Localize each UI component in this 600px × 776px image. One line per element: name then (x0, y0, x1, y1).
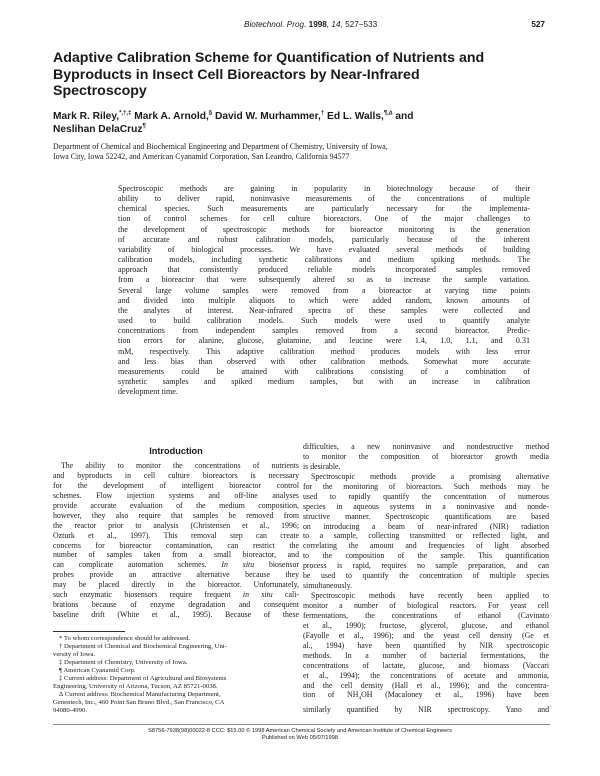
abstract-line: tion of control schemes for cell culture bioreactors. One of the major challenges to (118, 214, 530, 224)
author-marks: † (320, 110, 325, 117)
bottom-rule (53, 724, 550, 725)
author-marks: ¶ (142, 123, 146, 130)
journal-pages: 527−533 (345, 20, 378, 29)
body-text: tion of NH (303, 690, 359, 700)
body-line: provide accurate evaluation of the medium composition, (53, 500, 299, 510)
author-marks: § (208, 110, 213, 117)
body-line: used to rapidly quantify the concentration of numerous (303, 491, 549, 501)
author-name: Ed L. Walls, (327, 111, 384, 122)
body-line: correlating the amount and frequencies of light absorbed (303, 541, 549, 551)
italic-term: In situ (221, 560, 255, 570)
footnote: 94080-4990. (53, 707, 87, 714)
body-line: probes provide an attractive alternative because they (53, 570, 299, 580)
body-line: for the monitoring of bioreactors. Such methods may be (303, 481, 549, 491)
abstract-line: synthetic samples and spiked medium samples, but with an increase in calibration (118, 376, 530, 386)
title-line: Byproducts in Insect Cell Bioreactors by Near-Infrared (53, 66, 420, 83)
author-name: Mark R. Riley, (53, 111, 120, 122)
footnote: Genentech, Inc., 460 Point San Bruno Blvd., San Francisco, CA (53, 699, 225, 706)
running-head (0, 20, 600, 34)
body-line: methods. In a number of bacterial fermentations, the (303, 650, 549, 660)
author-name: David W. Murhammer, (214, 111, 321, 122)
abstract-line: of accurate and robust calibration models, particularly because of the inherent (118, 234, 530, 244)
body-line: et al., 1994); the concentrations of acetate and ammonia, (303, 670, 549, 680)
introduction-heading: Introduction (149, 446, 203, 456)
journal-citation: Biotechnol. Prog. 1998, 14, 527−533 (244, 20, 378, 29)
body-line (53, 590, 299, 600)
body-line: monitor a number of biological reactors. For yeast cell (303, 601, 549, 610)
body-line: concerns for bioreactor contamination, can restrict the (53, 540, 299, 550)
body-text: such enzymatic biosensors require frequent (53, 590, 231, 600)
footnote: Engineering, University of Arizona, Tucson, AZ 85721-0038. (53, 683, 218, 690)
journal-name: Biotechnol. Prog. (244, 20, 307, 29)
abstract-line: Spectroscopic methods are gaining in popularity in biotechnology because of their (118, 184, 530, 193)
title-line: Adaptive Calibration Scheme for Quantification of Nutrients and (53, 50, 485, 66)
body-line: be used to quantify the concentration of multiple species (303, 571, 549, 581)
footnote-rule (53, 631, 125, 632)
body-line: similarly quantified by NIR spectroscopy. Yano and (303, 704, 549, 714)
footnote: ‡ Department of Chemistry, University of Iowa. (59, 659, 188, 666)
author-line (53, 124, 548, 137)
author-name: Mark A. Arnold, (134, 111, 209, 122)
body-line: number of samples taken from a small bioreactor, and (53, 550, 299, 560)
abstract-line: the development of spectroscopic methods for bioreactor monitoring is the generation (118, 224, 530, 234)
abstract-line: development time. (118, 387, 178, 397)
body-line (53, 560, 299, 570)
affiliation-line: Department of Chemical and Biochemical Engineering and Department of Chemistry, University of Iowa, (53, 142, 388, 151)
body-line: simultaneously. (303, 581, 352, 591)
body-line: The ability to monitor the concentrations of nutrients (61, 461, 299, 470)
abstract-line: and divided into multiple aliquots to which were added random, known amounts of (118, 295, 530, 305)
body-line: on introducing a beam of near-infrared (NIR) radiation (303, 521, 549, 531)
body-line: (Fayolle et al., 1996); and the yeast cell density (Ge et (303, 630, 549, 640)
body-line: the reactor prior to analysis (Christensen et al., 1996; (53, 520, 299, 530)
author-name: Neslihan DelaCruz (53, 123, 143, 135)
affiliation-line: Iowa City, Iowa 52242, and American Cyanamid Corporation, San Leandro, California 94577 (53, 152, 350, 162)
body-line (303, 690, 549, 705)
body-line: structive manner. Spectroscopic quantifications are based (303, 511, 549, 521)
abstract-line: and less bias than observed with other calibration methods. Somewhat more accurate (118, 356, 530, 366)
footnote: ∆ Current address: Biochemical Manufacturing Department, (59, 691, 221, 698)
abstract (118, 184, 530, 397)
body-line: Spectroscopic methods provide a promising alternative (311, 471, 549, 481)
body-text: cali- (272, 590, 299, 600)
affiliation (53, 142, 553, 163)
body-text: OH (Macaloney et al., 1996) have been (361, 690, 549, 700)
body-line: al., 1994) have been quantified by NIR spectroscopic (303, 640, 549, 650)
footnote: ‡ Current address: Department of Agricultural and Biosystems (59, 675, 227, 682)
body-line: and byproducts in cell culture bioreactors is necessary (53, 470, 299, 480)
body-line: is desirable. (303, 461, 341, 471)
footnote: † Department of Chemical and Biochemical Engineering, Uni- (59, 643, 227, 650)
body-line: to the composition of the sample. This quantification (303, 551, 549, 561)
body-line: species in aqueous systems in a noninvasive and nonde- (303, 501, 549, 511)
page-number: 527 (531, 20, 545, 29)
abstract-line: used to build calibration models. Such models were used to quantify analyte (118, 316, 530, 326)
italic-term: in situ (242, 590, 273, 600)
abstract-line: chemical species. Such measurements are particularly necessary for the implementa- (118, 204, 530, 214)
body-line: Spectroscopic methods have recently been applied to (311, 591, 549, 601)
body-line: and the cell density (Hall et al., 1996); and the concentra- (303, 680, 549, 690)
abstract-line: mM, respectively. This adaptive calibration method produces models with less error (118, 346, 530, 356)
right-column (303, 442, 549, 715)
left-column (53, 461, 299, 620)
body-line: brations because of enzyme degradation and consequent (53, 600, 299, 610)
body-line: for the development of intelligent bioreactor control (53, 480, 299, 490)
abstract-line: approach that consistently produced reliable models incorporated samples removed (118, 265, 530, 275)
publisher-line: Published on Web 05/07/1998 (261, 735, 339, 742)
abstract-line: concentrations from independent samples removed from a second bioreactor. Predic- (118, 326, 530, 336)
footnote: ¶ American Cyanamid Corp. (59, 667, 136, 674)
publisher-line: S8756-7938(98)00022-8 CCC: $15.00 © 1998 American Chemical Society and American Institute of Chemical Engineers (148, 728, 452, 734)
body-text: can complicate automation schemes. (53, 560, 207, 570)
author-line (53, 111, 548, 124)
body-line: to monitor the composition of bioreactor growth media (303, 451, 549, 461)
abstract-line: calibration models, including synthetic calibrations and medium spiking methods. The (118, 255, 530, 265)
body-line: baseline drift (White et al., 1995). Because of these (53, 610, 299, 620)
abstract-line: measurements could be attained with calibrations consisting of a combination of (118, 366, 530, 376)
abstract-line: from a bioreactor that were subsequently altered so as to increase the sample variation. (118, 275, 530, 285)
body-line: to a sample, collecting transmitted or reflected light, and (303, 531, 549, 541)
abstract-line: the analytes of interest. Near-infrared spectra of these samples were collected and (118, 305, 530, 315)
abstract-line: tion errors for alanine, glucose, glutamine, and leucine were 1.4, 1.0, 1.1, and 0.31 (118, 336, 530, 346)
subscript: 4 (358, 696, 362, 702)
body-line: et al., 1990); fructose, glycerol, glucose, and ethanol (303, 620, 549, 630)
author-list (53, 111, 548, 136)
abstract-line: ability to deliver rapid, noninvasive measurements of the concentrations of multiple (118, 194, 530, 204)
title-line: Spectroscopy (53, 83, 147, 100)
body-line: fermentations, the concentrations of ethanol (Cavinato (303, 610, 549, 620)
author-marks: *,†,‡ (119, 110, 132, 117)
journal-volume: 14 (331, 20, 341, 29)
body-line: difficulties, a new noninvasive and nondestructive method (303, 442, 549, 451)
journal-year: 1998 (308, 20, 327, 29)
abstract-line: Several large volume samples were removed from a bioreactor at varying time points (118, 285, 530, 295)
body-line: concentrations of lactate, glucose, and biomass (Vaccari (303, 660, 549, 670)
footnote: versity of Iowa. (53, 651, 96, 658)
abstract-line: variability of biological processes. We have evaluated several methods of building (118, 244, 530, 254)
article-title (53, 50, 548, 100)
body-line: may be placed directly in the bioreactor. Unfortunately, (53, 580, 299, 590)
body-line: schemes. Flow injection systems and off-line analyses (53, 490, 299, 500)
body-line: process is rapid, requires no sample preparation, and can (303, 561, 549, 571)
author-marks: ¶,∆ (383, 110, 393, 117)
body-text: biosensor (254, 560, 300, 570)
footnotes (53, 631, 299, 715)
body-line: however, they also require that samples be removed from (53, 510, 299, 520)
footnote: * To whom correspondence should be addressed. (59, 635, 191, 642)
body-line: Ozturk et al., 1997). This removal step can create (53, 530, 299, 540)
author-conjunction: and (395, 111, 414, 122)
publisher-info (0, 728, 600, 742)
